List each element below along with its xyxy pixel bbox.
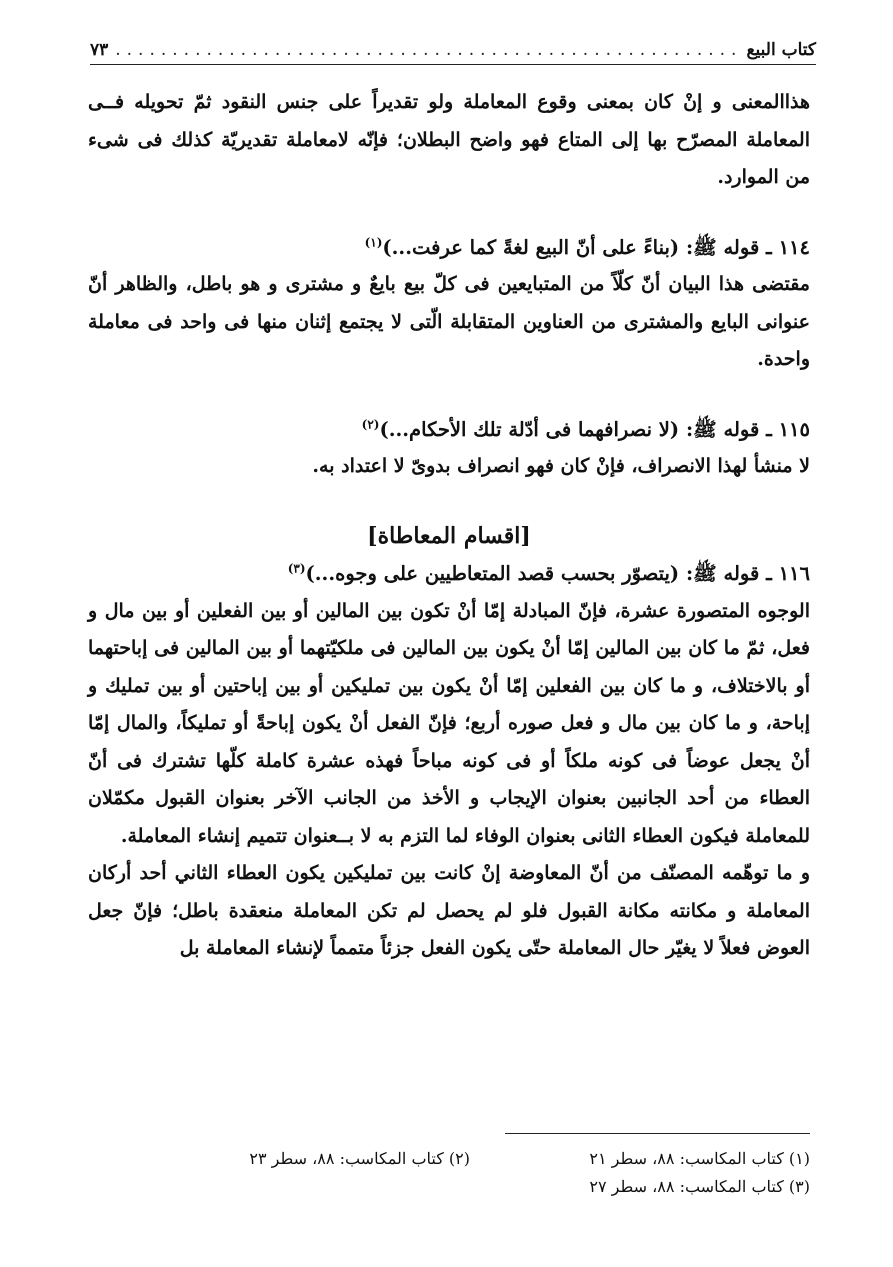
footnote-ref-3: (٣) <box>287 561 306 576</box>
footnote-row-1 <box>88 1145 810 1173</box>
page-number: ٧٣ <box>90 40 109 60</box>
comment-115-text: لا منشأ لهذا الانصراف، فإنْ كان فهو انصراف بدوىّ لا اعتداد به. <box>312 455 810 477</box>
leader-dots <box>112 40 742 60</box>
footnote-1: (١) كتاب المكاسب: ٨٨، سطر ٢١ <box>589 1149 810 1168</box>
paragraph-last: و ما توهّمه المصنّف من أنّ المعاوضة إنْ كانت بين تمليكين يكون العطاء الثاني أحد أركان المعاملة و مكانته مكانة القبول فلو لم يحصل لم تكن المعاملة منعقدة باطل؛ فإنّ جعل العوض فعلاً لا يغيّر حال المعاملة حتّى يكون الفعل جزئاً متمماً لإنشاء المعاملة بل <box>88 862 810 959</box>
main-text <box>88 84 810 968</box>
footnotes <box>88 1145 810 1201</box>
comment-116-heading <box>88 555 810 593</box>
comment-116-title: ١١٦ ـ قوله ﷺ: (يتصوّر بحسب قصد المتعاطيين على وجوه...) <box>305 562 810 585</box>
footnote-ref-2: (٢) <box>361 417 380 431</box>
comment-115-heading <box>88 411 810 449</box>
paragraph-1: هذاالمعنى و إنْ كان بمعنى وقوع المعاملة ولو تقديراً على جنس النقود ثمّ تحويله فــى المعاملة المصرّح بها إلى المتاع فهو واضح البطلان؛ فإنّه لامعاملة تقديريّة كذلك فى شىء من الموارد. <box>88 91 810 188</box>
footnote-divider <box>505 1133 810 1134</box>
comment-114-text: مقتضى هذا البيان أنّ كلّاً من المتبايعين فى كلّ بيع بايعٌ و مشترى و هو باطل، والظاهر أنّ عنوانى البايع والمشترى من العناوين المتقابلة الّتى لا يجتمع إثنان منها فى واحد فى معاملة واحدة. <box>88 273 810 370</box>
comment-114-title: ١١٤ ـ قوله ﷺ: (بناءً على أنّ البيع لغةً كما عرفت...) <box>382 235 810 259</box>
footnote-row-2 <box>88 1173 810 1201</box>
chapter-title: كتاب البيع <box>746 40 816 60</box>
comment-115-title: ١١٥ ـ قوله ﷺ: (لا نصرافهما فى أدّلة تلك الأحكام...) <box>379 417 810 441</box>
footnote-ref-1: (١) <box>364 235 383 249</box>
footnote-2: (٢) كتاب المكاسب: ٨٨، سطر ٢٣ <box>249 1149 470 1168</box>
section-title: [اقسام المعاطاة] <box>367 522 531 549</box>
comment-116-text: الوجوه المتصورة عشرة، فإنّ المبادلة إمّا أنْ تكون بين المالين أو بين الفعلين أو بين مال و فعل، ثمّ ما كان بين المالين إمّا أنْ يكون بين المالين فى ملكيّتهما أو بين المالين فى إباحتهما أو بالاختلاف، و ما كان بين الفعلين إمّا أنْ يكون بين تمليكين أو بين إباحتين أو بين تمليك و إباحة، و ما كان بين مال و فعل صوره أربع؛ فإنّ الفعل أنْ يكون إباحةً أو تمليكاً، والمال إمّا أنْ يجعل عوضاً فى كونه ملكاً أو فى كونه مباحاً فهذه عشرة كاملة كلّها تشترك فى أنّ العطاء من أحد الجانبين بعنوان الإيجاب و الأخذ من الجانب الآخر بعنوان القبول مكمّلان للمعاملة فيكون العطاء الثانى بعنوان الوفاء لما التزم به لا بــعنوان تتميم إنشاء المعاملة. <box>88 599 810 847</box>
running-header <box>90 30 816 65</box>
comment-114-heading <box>88 229 810 267</box>
footnote-3: (٣) كتاب المكاسب: ٨٨، سطر ٢٧ <box>589 1177 810 1196</box>
